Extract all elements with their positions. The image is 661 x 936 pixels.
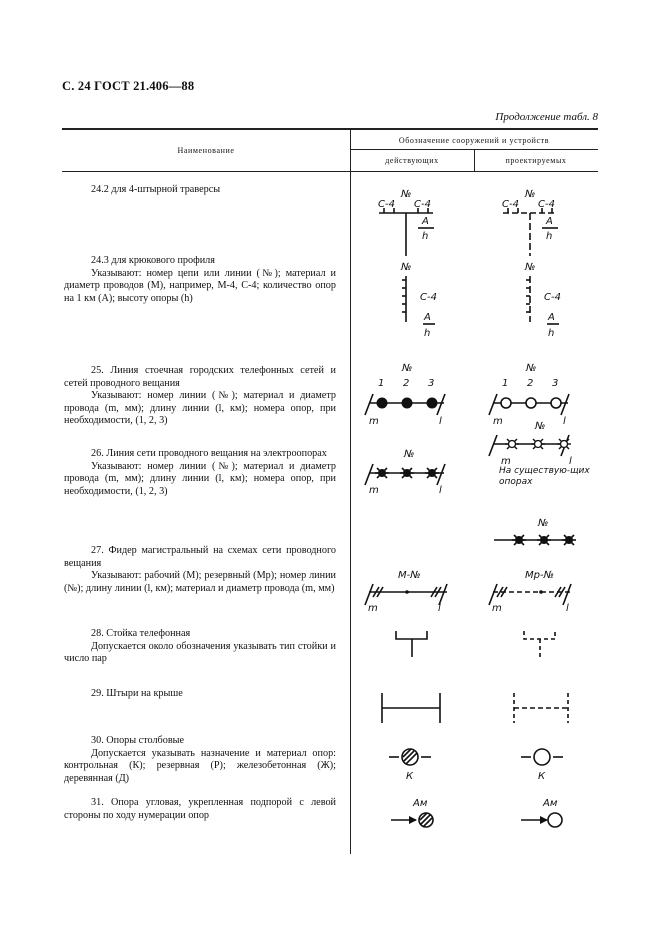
wire-material-label: m — [369, 416, 379, 427]
pole-height-label: h — [422, 231, 429, 242]
pole-height-label: h — [548, 328, 555, 339]
row-24-3 — [64, 255, 336, 305]
row-title: 24.3 для крюкового профиля — [91, 255, 215, 266]
row-note: Указывают: номер линии (№); материал и диаметр провода (m, мм); длину линии (l, км); номера опор, при необходимости, (1, 2, 3) — [64, 460, 336, 497]
row-title: 29. Штыри на крыше — [91, 688, 183, 699]
poles-per-km-label: A — [422, 216, 429, 227]
line-length-label: l — [438, 603, 441, 614]
row-title: 30. Опоры столбовые — [91, 735, 185, 746]
wire-material-label: С-4 — [502, 199, 519, 210]
line-number-label: № — [538, 518, 549, 529]
row-26 — [64, 448, 336, 498]
wire-material-label: С-4 — [414, 199, 431, 210]
wire-material-label: С-4 — [378, 199, 395, 210]
pole-purpose-label: К — [538, 771, 546, 782]
pole-number-label: 1 — [502, 378, 509, 389]
table-continuation-label: Продолжение табл. 8 — [495, 111, 598, 123]
row-title: 25. Линия стоечная городских телефонных сетей и сетей проводного вещания — [64, 365, 336, 389]
row-note: Допускается около обозначения указывать тип стойки и число пар — [64, 640, 336, 665]
pole-number-label: 3 — [552, 378, 559, 389]
line-number-label: № — [402, 363, 413, 374]
pole-number-label: 2 — [403, 378, 410, 389]
angle-pole-label: Ам — [413, 798, 428, 809]
symbols-existing-column — [351, 172, 474, 852]
wire-material-label: m — [501, 456, 511, 467]
wire-material-label: С-4 — [544, 292, 561, 303]
wire-material-label: m — [369, 485, 379, 496]
line-number-label: № — [525, 262, 536, 273]
pole-number-label: 1 — [378, 378, 385, 389]
header-name-column: Наименование — [177, 146, 235, 155]
line-length-label: l — [566, 603, 569, 614]
row-title: 24.2 для 4-штырной траверсы — [91, 184, 221, 195]
pole-number-label: 3 — [428, 378, 435, 389]
line-length-label: l — [569, 456, 572, 467]
wire-material-label: m — [368, 603, 378, 614]
pole-height-label: h — [546, 231, 553, 242]
row-27 — [64, 545, 336, 595]
existing-poles-note: На существую-щих опорах — [499, 466, 590, 487]
row-title: 26. Линия сети проводного вещания на электроопорах — [91, 448, 327, 459]
line-number-label: № — [535, 421, 546, 432]
line-number-label: № — [525, 189, 536, 200]
line-length-label: l — [439, 416, 442, 427]
wire-material-label: m — [492, 603, 502, 614]
row-title: 31. Опора угловая, укрепленная подпорой с левой стороны по ходу нумерации опор — [64, 797, 336, 821]
row-note: Указывают: номер цепи или линии (№); материал и диаметр проводов (М), например, М-4, С-4; количество опор на 1 км (A); высоту опоры (h) — [64, 267, 336, 304]
row-24-2 — [64, 184, 336, 197]
line-length-label: l — [439, 485, 442, 496]
row-29 — [64, 688, 336, 701]
row-note: Допускается указывать назначение и материал опор: контрольная (К); резервная (Р); железобетонная (Ж); деревянная (Д) — [64, 747, 336, 784]
poles-per-km-label: A — [546, 216, 553, 227]
row-note: Указывают: рабочий (М); резервный (Мр); номер линии (№); длину линии (l, км); материал и диаметр провода (m, мм) — [64, 570, 336, 594]
row-note: Указывают: номер линии (№); материал и диаметр провода (m, мм); длину линии (l, км); номера опор, при необходимости, (1, 2, 3) — [64, 390, 336, 427]
header-symbols-column: Обозначение сооружений и устройств — [398, 136, 550, 145]
poles-per-km-label: A — [424, 312, 431, 323]
pole-number-label: 2 — [527, 378, 534, 389]
poles-per-km-label: A — [548, 312, 555, 323]
table-top-rule — [62, 128, 598, 130]
feeder-label: Мр-№ — [525, 570, 554, 581]
row-25 — [64, 365, 336, 428]
wire-material-label: С-4 — [538, 199, 555, 210]
wire-material-label: m — [493, 416, 503, 427]
row-30 — [64, 735, 336, 785]
wire-material-label: С-4 — [420, 292, 437, 303]
line-length-label: l — [563, 416, 566, 427]
page-title: С. 24 ГОСТ 21.406—88 — [62, 79, 195, 93]
row-title: 28. Стойка телефонная — [91, 628, 191, 639]
row-title: 27. Фидер магистральный на схемах сети проводного вещания — [64, 545, 336, 569]
line-number-label: № — [401, 262, 412, 273]
pole-height-label: h — [424, 328, 431, 339]
pole-purpose-label: К — [406, 771, 414, 782]
row-28 — [64, 628, 336, 666]
feeder-label: М-№ — [398, 570, 421, 581]
line-number-label: № — [404, 449, 415, 460]
line-number-label: № — [526, 363, 537, 374]
symbols-projected-column — [475, 172, 598, 852]
line-number-label: № — [401, 189, 412, 200]
header-existing-column: действующих — [385, 156, 439, 165]
angle-pole-label: Ам — [543, 798, 558, 809]
row-31 — [64, 797, 336, 822]
header-projected-column: проектируемых — [505, 156, 567, 165]
